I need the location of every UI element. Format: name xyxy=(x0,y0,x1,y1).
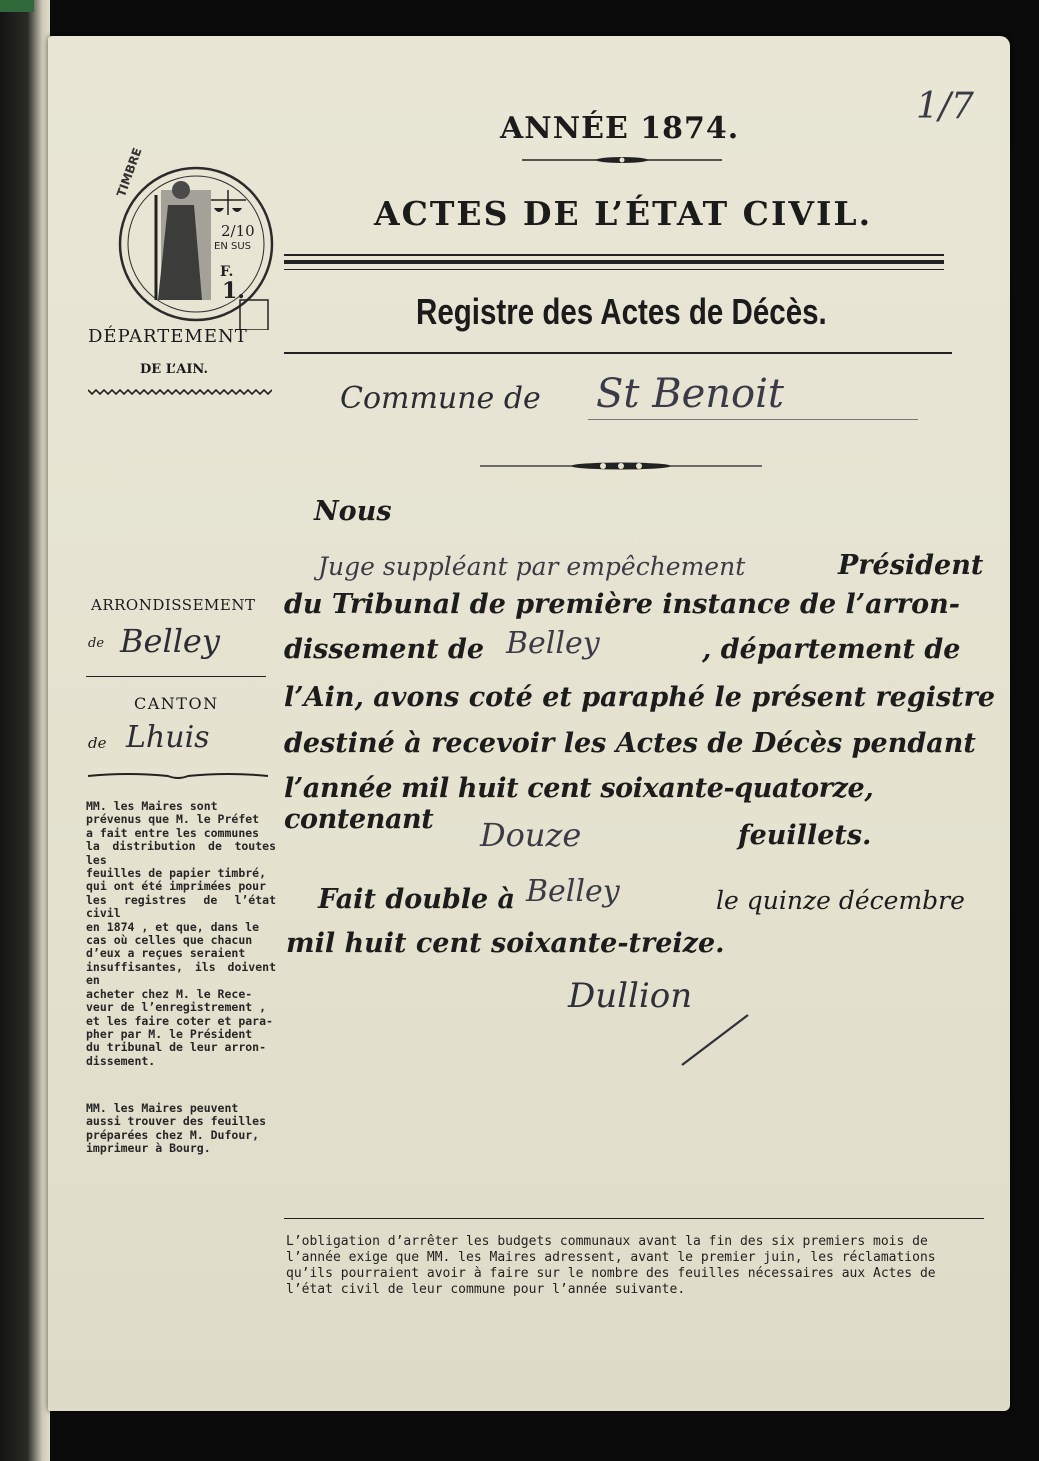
canton-de: de xyxy=(88,734,107,752)
department-name: DE L’AIN. xyxy=(140,362,209,377)
year-heading: ANNÉE 1874. xyxy=(500,111,740,146)
notice-line: dissement. xyxy=(86,1053,156,1068)
text-line-4: l’Ain, avons coté et paraphé le présent registre xyxy=(284,682,996,713)
fait-double-label: Fait double à xyxy=(318,884,516,915)
stamp-fraction: 2/10 xyxy=(221,222,255,240)
arrondissement-de: de xyxy=(88,636,105,651)
zigzag-rule xyxy=(88,388,272,396)
register-page xyxy=(48,36,1010,1411)
text-line-5: destiné à recevoir les Actes de Décès pendant xyxy=(284,728,976,759)
arrondissement-value: Belley xyxy=(120,622,220,660)
notice-line: acheter chez M. le Rece- xyxy=(86,986,253,1001)
stamp-ensus: EN SUS xyxy=(214,241,251,252)
notice-line: prévenus que M. le Préfet xyxy=(86,812,260,827)
canton-label: CANTON xyxy=(134,694,219,713)
notice-line: veur de l’enregistrement , xyxy=(86,1000,267,1015)
stamp-value: 1. xyxy=(222,278,245,304)
maires-notice-2 xyxy=(86,1102,276,1156)
subtitle-rule xyxy=(284,352,952,354)
signature-flourish xyxy=(668,1011,758,1071)
date-line-2: mil huit cent soixante-treize. xyxy=(286,928,725,959)
judge-title-handwritten: Juge suppléant par empêchement xyxy=(318,552,746,581)
footer-rule xyxy=(284,1218,984,1219)
notice-line: du tribunal de leur arron- xyxy=(86,1040,267,1055)
notice-line: aussi trouver des feuilles xyxy=(86,1114,267,1129)
budget-notice xyxy=(286,1234,986,1298)
commune-label: Commune de xyxy=(340,381,541,416)
double-rule xyxy=(284,254,944,256)
notice-line: MM. les Maires sont xyxy=(86,799,218,813)
footer-line: L’obligation d’arrêter les budgets communaux avant la fin des six premiers mois de xyxy=(286,1234,928,1249)
notice-line: feuilles de papier timbré, xyxy=(86,866,267,881)
stamp-text-top: TIMBRE xyxy=(114,145,145,199)
notice-line: insuffisantes, ils doivent en xyxy=(86,959,276,988)
curl-divider xyxy=(88,770,268,782)
notice-line: en 1874 , et que, dans le xyxy=(86,919,260,934)
sheet-count-handwritten: Douze xyxy=(480,816,582,854)
footer-line: qu’ils pourraient avoir à faire sur le nombre des feuilles nécessaires aux Actes de xyxy=(286,1266,936,1281)
text-line-6: l’année mil huit cent soixante-quatorze, contenant xyxy=(284,773,874,835)
arrondissement-handwritten: Belley xyxy=(506,626,600,661)
notice-line: pher par M. le Président xyxy=(86,1026,253,1041)
notice-line: et les faire coter et para- xyxy=(86,1013,273,1028)
commune-value: St Benoit xyxy=(596,371,784,417)
footer-line: l’année exige que MM. les Maires adressent, avant le premier juin, les réclamations xyxy=(286,1250,936,1265)
notice-line: préparées chez M. Dufour, xyxy=(86,1127,260,1142)
text-line-2: du Tribunal de première instance de l’arron- xyxy=(284,589,960,620)
president-label: Président xyxy=(838,550,984,581)
ornament-divider-2 xyxy=(480,458,762,474)
notice-line: a fait entre les communes xyxy=(86,825,260,840)
stamp-letter: F. xyxy=(220,264,234,280)
department-label: DÉPARTEMENT xyxy=(88,326,248,347)
binding-tab xyxy=(0,0,34,12)
footer-line: l’état civil de leur commune pour l’année suivante. xyxy=(286,1282,686,1297)
signature: Dullion xyxy=(568,976,693,1016)
text-line-3b: , département de xyxy=(702,634,961,665)
arrondissement-label: ARRONDISSEMENT xyxy=(91,596,256,614)
notice-line: MM. les Maires peuvent xyxy=(86,1101,239,1115)
canton-value: Lhuis xyxy=(126,720,210,755)
feuillets-label: feuillets. xyxy=(738,820,872,851)
maires-notice xyxy=(86,800,276,1068)
notice-line: cas où celles que chacun xyxy=(86,933,253,948)
nous-label: Nous xyxy=(314,496,392,527)
register-subtitle: Registre des Actes de Décès. xyxy=(416,291,827,332)
notice-line: d’eux a reçues seraient xyxy=(86,946,246,961)
tax-stamp xyxy=(106,160,286,330)
folio-number: 1/7 xyxy=(916,86,974,127)
notice-line: imprimeur à Bourg. xyxy=(86,1141,211,1156)
notice-line: qui ont été imprimées pour xyxy=(86,879,267,894)
notice-line: la distribution de toutes les xyxy=(86,839,276,867)
text-line-3a: dissement de xyxy=(284,634,485,665)
document-title: ACTES DE L’ÉTAT CIVIL. xyxy=(374,194,873,233)
book-binding xyxy=(0,0,50,1461)
notice-line: les registres de l’état civil xyxy=(86,892,276,921)
ornament-divider xyxy=(522,153,722,167)
place-handwritten: Belley xyxy=(526,874,620,909)
date-label: le quinze décembre xyxy=(716,886,965,915)
